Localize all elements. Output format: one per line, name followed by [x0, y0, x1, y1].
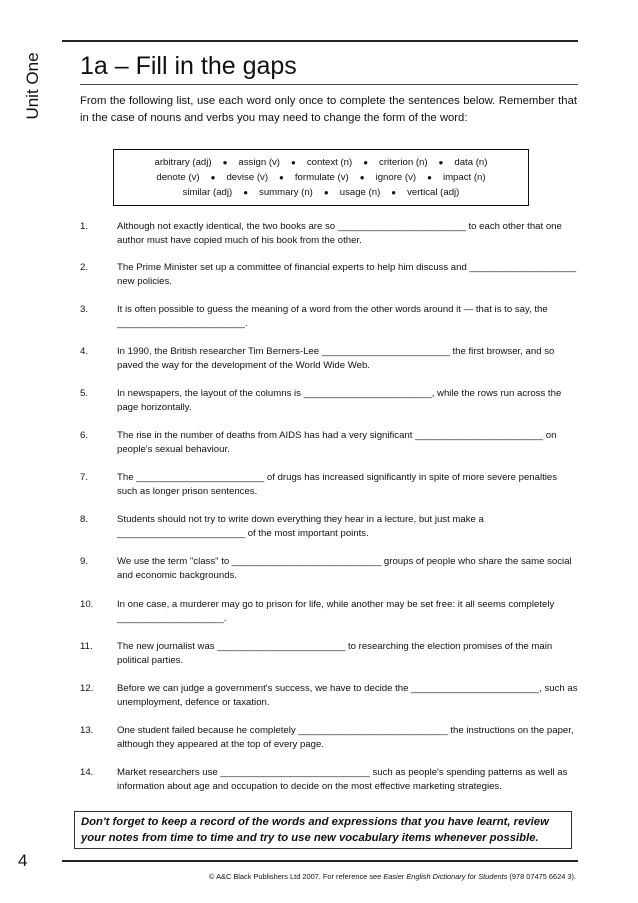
- bullet-separator: ●: [323, 188, 329, 197]
- tip-box: Don't forget to keep a record of the words and expressions that you have learnt, review your notes from time to time and try to use new vocabulary items whenever possible.: [74, 811, 572, 849]
- word-list-item: criterion (n): [379, 157, 428, 168]
- exercise-sentence: Students should not try to write down everything they hear in a lecture, but just make a ________________________ of the most important points.: [117, 514, 484, 539]
- bullet-separator: ●: [363, 158, 369, 167]
- word-list-item: vertical (adj): [407, 187, 460, 198]
- page-title: 1a – Fill in the gaps: [80, 52, 297, 80]
- exercise-sentence: In 1990, the British researcher Tim Berners-Lee ________________________ the first browser, and so paved the way for the development of the World Wide Web.: [117, 346, 555, 371]
- word-list-item: formulate (v): [294, 172, 349, 183]
- exercise-sentence: The Prime Minister set up a committee of financial experts to help him discuss and ____________________ new policies.: [117, 262, 577, 287]
- word-list-item: denote (v): [156, 172, 200, 183]
- unit-label: Unit One: [23, 52, 42, 120]
- page-number: 4: [18, 851, 28, 870]
- exercise-number: 11.: [80, 641, 93, 652]
- word-list-item: impact (n): [442, 172, 486, 183]
- bullet-separator: ●: [279, 173, 284, 182]
- bottom-rule: [62, 860, 578, 862]
- exercise-number: 3.: [80, 304, 89, 315]
- bullet-separator: ●: [291, 158, 296, 167]
- bullet-separator: ●: [222, 158, 228, 167]
- word-list-line-3: [114, 187, 528, 198]
- bullet-separator: ●: [427, 173, 432, 182]
- bullet-separator: ●: [210, 173, 216, 182]
- word-list-item: assign (v): [238, 157, 281, 168]
- exercise-number: 7.: [80, 472, 89, 483]
- word-list-item: context (n): [306, 157, 353, 168]
- footer-prefix: © A&C Black Publishers Ltd 2007. For reference see: [209, 872, 384, 881]
- word-list-item: ignore (v): [375, 172, 417, 183]
- top-rule: [62, 40, 578, 42]
- word-list-item: summary (n): [259, 187, 313, 198]
- word-list-box: [113, 149, 529, 206]
- exercise-number: 6.: [80, 430, 89, 441]
- exercise-sentence: The ________________________ of drugs has increased significantly in spite of more severe penalties such as longer prison sentences.: [117, 472, 558, 497]
- exercise-sentence: Market researchers use ____________________________ such as people's spending patterns as well as information about age and occupation to decide on the most effective marketing strategies.: [117, 767, 568, 792]
- title-rule: [80, 84, 578, 85]
- exercise-number: 14.: [80, 767, 94, 778]
- footer-suffix: (978 07475 6624 3).: [507, 872, 576, 881]
- exercise-sentence: The rise in the number of deaths from AIDS has had a very significant ________________________ on people's sexual behaviour.: [117, 430, 557, 455]
- word-list-item: arbitrary (adj): [154, 157, 212, 168]
- word-list-line-2: [114, 172, 528, 183]
- exercise-sentence: In newspapers, the layout of the columns is ________________________, while the rows run across the page horizontally.: [117, 388, 562, 413]
- bullet-separator: ●: [359, 173, 365, 182]
- bullet-separator: ●: [438, 158, 444, 167]
- word-list-item: devise (v): [226, 172, 269, 183]
- footer-book-title: Easier English Dictionary for Students: [383, 872, 508, 881]
- exercise-number: 10.: [80, 599, 94, 610]
- exercise-number: 12.: [80, 683, 94, 694]
- exercise-sentence: In one case, a murderer may go to prison for life, while another may be set free: it all seems completely ____________________.: [117, 599, 555, 624]
- exercise-number: 9.: [80, 556, 89, 567]
- exercise-sentence: We use the term "class" to ____________________________ groups of people who share the same social and economic backgrounds.: [117, 556, 572, 581]
- bullet-separator: ●: [391, 188, 397, 197]
- word-list-item: data (n): [454, 157, 488, 168]
- word-list-line-1: [114, 157, 528, 168]
- word-list-item: similar (adj): [182, 187, 233, 198]
- exercise-number: 4.: [80, 346, 89, 357]
- exercise-sentence: It is often possible to guess the meaning of a word from the other words around it — that is to say, the ________________________.: [117, 304, 548, 329]
- exercise-sentence: Before we can judge a government's success, we have to decide the ________________________, such as unemployment, defence or taxation.: [117, 683, 578, 708]
- exercise-number: 8.: [80, 514, 89, 525]
- instructions: From the following list, use each word only once to complete the sentences below. Remember that in the case of nouns and verbs you may need to change the form of the word:: [80, 95, 577, 124]
- exercise-number: 1.: [80, 221, 89, 232]
- exercise-sentence: Although not exactly identical, the two books are so ________________________ to each other that one author must have copied much of his book from the other.: [117, 221, 562, 246]
- exercise-number: 2.: [80, 262, 89, 273]
- exercise-number: 13.: [80, 725, 94, 736]
- bullet-separator: ●: [243, 188, 249, 197]
- copyright-footer: [90, 872, 576, 881]
- word-list-item: usage (n): [339, 187, 381, 198]
- exercise-number: 5.: [80, 388, 89, 399]
- exercise-sentence: The new journalist was ________________________ to researching the election promises of the main political parties.: [117, 641, 553, 666]
- exercise-sentence: One student failed because he completely ____________________________ the instructions on the paper, although they appeared at the top of every page.: [117, 725, 574, 750]
